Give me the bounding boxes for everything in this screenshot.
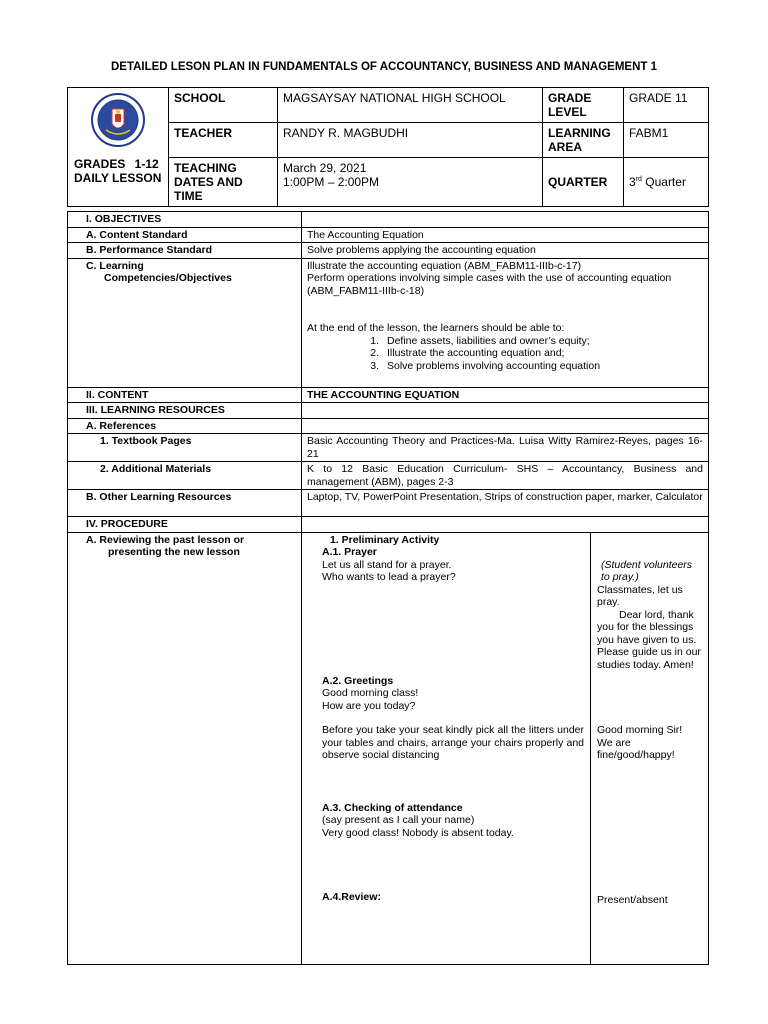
other-resources-value: Laptop, TV, PowerPoint Presentation, Strips of construction paper, marker, Calculator	[302, 490, 709, 517]
learning-competencies-value	[302, 258, 709, 387]
review-label-text: A. Reviewing the past lesson or presenting the new lesson	[86, 533, 245, 558]
prayer-student-3: Dear lord, thank you for the blessings you have given to us. Please guide us in our studies today. Amen!	[597, 608, 701, 671]
learning-competencies-label	[68, 258, 302, 387]
school-label: SCHOOL	[169, 88, 278, 123]
attendance-teacher-2: Very good class! Nobody is absent today.	[322, 826, 514, 839]
attendance-teacher-1: (say present as I call your name)	[322, 814, 475, 826]
additional-materials-label: 2. Additional Materials	[68, 462, 302, 490]
prayer-heading: A.1. Prayer	[322, 546, 377, 558]
prayer-teacher-2: Who wants to lead a prayer?	[322, 571, 456, 583]
header-table	[67, 87, 709, 207]
teaching-dates-value	[278, 158, 543, 207]
teacher-activity-column	[302, 532, 591, 964]
quarter-sup: rd	[635, 176, 642, 183]
greetings-teacher-3: Before you take your seat kindly pick all the litters under your tables and chairs, arrange your chairs properly and observe social distancing	[322, 724, 584, 761]
grade-level-label: GRADE LEVEL	[543, 88, 624, 123]
objectives-label: I. OBJECTIVES	[68, 212, 302, 228]
textbook-pages-label: 1. Textbook Pages	[68, 434, 302, 462]
performance-standard-value: Solve problems applying the accounting equation	[302, 243, 709, 259]
content-value: THE ACCOUNTING EQUATION	[302, 387, 709, 403]
competency-1: Illustrate the accounting equation (ABM_FABM11-IIIb-c-17)	[307, 259, 582, 272]
learning-area-value: FABM1	[624, 123, 709, 158]
teacher-value: RANDY R. MAGBUDHI	[278, 123, 543, 158]
competency-2: Perform operations involving simple cases with the use of accounting equation (ABM_FABM11-IIIb-c-18)	[307, 272, 672, 297]
end-of-lesson-text: At the end of the lesson, the learners should be able to:	[307, 322, 565, 334]
lesson-plan-table	[67, 211, 709, 965]
objective-item	[307, 335, 703, 348]
learning-label-line1: C. Learning	[86, 259, 144, 272]
greetings-student-1: Good morning Sir!	[597, 724, 683, 736]
greetings-student-2: We are fine/good/happy!	[597, 736, 675, 761]
objective-num: 1.	[370, 334, 379, 347]
other-resources-label: B. Other Learning Resources	[68, 490, 302, 517]
daily-lesson-label: DAILY LESSON	[74, 171, 162, 185]
references-value	[302, 418, 709, 434]
review-heading: A.4.Review:	[322, 891, 381, 903]
preliminary-activity-heading: 1. Preliminary Activity	[330, 533, 440, 546]
teaching-dates-label: TEACHING DATES AND TIME	[169, 158, 278, 207]
procedure-label: IV. PROCEDURE	[68, 517, 302, 533]
grade-level-value: GRADE 11	[624, 88, 709, 123]
additional-materials-value: K to 12 Basic Education Curriculum- SHS – Accountancy, Business and management (ABM), pages 2-3	[302, 462, 709, 490]
quarter-text: Quarter	[641, 175, 686, 189]
prayer-teacher-1: Let us all stand for a prayer.	[322, 558, 452, 571]
objective-text: Define assets, liabilities and owner’s equity;	[387, 334, 590, 347]
greetings-teacher-1: Good morning class!	[322, 687, 419, 699]
teacher-label: TEACHER	[169, 123, 278, 158]
learning-area-label: LEARNING AREA	[543, 123, 624, 158]
prayer-student-2: Classmates, let us pray.	[597, 583, 683, 608]
quarter-label: QUARTER	[543, 158, 624, 207]
objective-text: Illustrate the accounting equation and;	[387, 347, 565, 359]
content-standard-value: The Accounting Equation	[302, 227, 709, 243]
student-activity-column	[591, 532, 709, 964]
logo-cell	[68, 88, 169, 207]
teaching-date: March 29, 2021	[283, 161, 367, 175]
procedure-value	[302, 517, 709, 533]
greetings-heading: A.2. Greetings	[322, 674, 394, 687]
teaching-time: 1:00PM – 2:00PM	[283, 175, 380, 189]
deped-seal-icon	[86, 92, 150, 148]
objective-num: 2.	[370, 347, 379, 359]
quarter-value	[624, 158, 709, 207]
document-title: DETAILED LESON PLAN IN FUNDAMENTALS OF ACCOUNTANCY, BUSINESS AND MANAGEMENT 1	[110, 61, 658, 73]
prayer-student-1: (Student volunteers to pray.)	[601, 558, 693, 583]
attendance-heading: A.3. Checking of attendance	[322, 801, 463, 814]
review-label	[68, 532, 302, 964]
objective-item	[307, 360, 703, 373]
references-label: A. References	[68, 418, 302, 434]
content-label: II. CONTENT	[68, 387, 302, 403]
objective-item	[307, 347, 703, 360]
learning-label-line2: Competencies/Objectives	[104, 272, 232, 284]
quarter-num: 3	[629, 175, 636, 189]
school-value: MAGSAYSAY NATIONAL HIGH SCHOOL	[278, 88, 543, 123]
greetings-teacher-2: How are you today?	[322, 699, 416, 712]
objective-text: Solve problems involving accounting equation	[387, 359, 601, 372]
attendance-student-1: Present/absent	[597, 893, 668, 906]
learning-resources-label: III. LEARNING RESOURCES	[68, 403, 302, 419]
content-standard-label: A. Content Standard	[68, 227, 302, 243]
objective-num: 3.	[370, 359, 379, 372]
textbook-pages-value: Basic Accounting Theory and Practices-Ma. Luisa Witty Ramirez-Reyes, pages 16-21	[302, 434, 709, 462]
performance-standard-label: B. Performance Standard	[68, 243, 302, 259]
learning-resources-value	[302, 403, 709, 419]
objectives-value	[302, 212, 709, 228]
grades-label: GRADES 1-12	[74, 157, 159, 171]
